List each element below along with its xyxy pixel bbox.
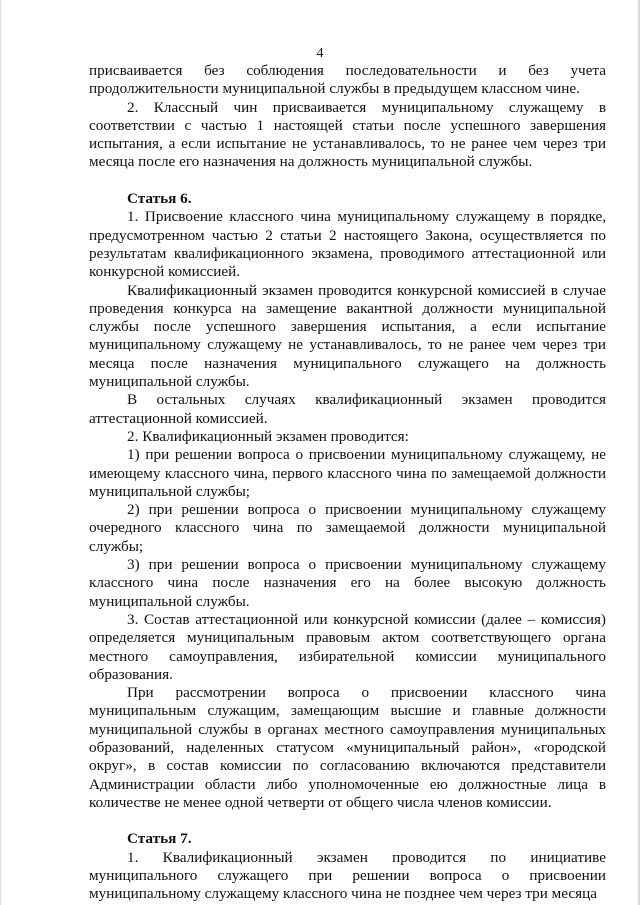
- paragraph-continuation: присваивается без соблюдения последовательности и без учета продолжительности муниципальной службы в предыдущем классном чине.: [89, 62, 606, 98]
- paragraph-art6-competition: Квалификационный экзамен проводится конкурсной комиссией в случае проведения конкурса на замещение вакантной должности муниципальной службы после успешного завершения испытания, а если испытание муниципальному служащему не устанавливалось, то не ранее чем через три месяца после назначения муниципального служащего на должность муниципальной службы.: [89, 281, 606, 391]
- paragraph-art6-part3: 3. Состав аттестационной или конкурсной комиссии (далее – комиссия) определяется муниципальным правовым актом соответствующего органа местного самоуправления, избирательной комиссии муниципального образования.: [89, 610, 606, 683]
- paragraph-art6-part1: 1. Присвоение классного чина муниципальному служащему в порядке, предусмотренном частью 2 статьи 2 настоящего Закона, осуществляется по результатам квалификационного экзамена, проводимого аттестационной или конкурсной комиссией.: [89, 208, 606, 281]
- section-gap: [89, 172, 606, 190]
- article-7-heading: Статья 7.: [127, 830, 192, 848]
- paragraph-art6-other-cases: В остальных случаях квалификационный экзамен проводится аттестационной комиссией.: [89, 391, 606, 427]
- page-number: 4: [316, 46, 324, 61]
- list-item-2: 2) при решении вопроса о присвоении муниципальному служащему очередного классного чина по замещаемой должности муниципальной службы;: [89, 501, 606, 555]
- paragraph-art5-part2: 2. Классный чин присваивается муниципальному служащему в соответствии с частью 1 настоящей статьи после успешного завершения испытания, а если испытание не устанавливалось, то не ранее чем через три месяца после его назначения на должность муниципальной службы.: [89, 98, 606, 171]
- section-gap: [89, 812, 606, 830]
- paragraph-art7-part1: 1. Квалификационный экзамен проводится по инициативе муниципального служащего при решении вопроса о присвоении муниципальному служащему классного чина не позднее чем через три месяца: [89, 848, 606, 903]
- paragraph-art6-part2: 2. Квалификационный экзамен проводится:: [127, 427, 409, 445]
- page-left-edge: [0, 0, 2, 905]
- article-6-heading: Статья 6.: [127, 190, 192, 208]
- paragraph-art6-commission: При рассмотрении вопроса о присвоении классного чина муниципальным служащим, замещающим высшие и главные должности муниципальной службы в органах местного самоуправления муниципальных образований, наделенных статусом «муниципальный район», «городской округ», в состав комиссии по согласованию включаются представители Администрации области либо уполномоченные ею должностные лица в количестве не менее одной четверти от общего числа членов комиссии.: [89, 684, 606, 811]
- list-item-3: 3) при решении вопроса о присвоении муниципальному служащему классного чина после назначения его на более высокую должность муниципальной службы.: [89, 556, 606, 610]
- document-body: [89, 62, 606, 904]
- list-item-1: 1) при решении вопроса о присвоении муниципальному служащему, не имеющему классного чина, первого классного чина по замещаемой должности муниципальной службы;: [89, 446, 606, 500]
